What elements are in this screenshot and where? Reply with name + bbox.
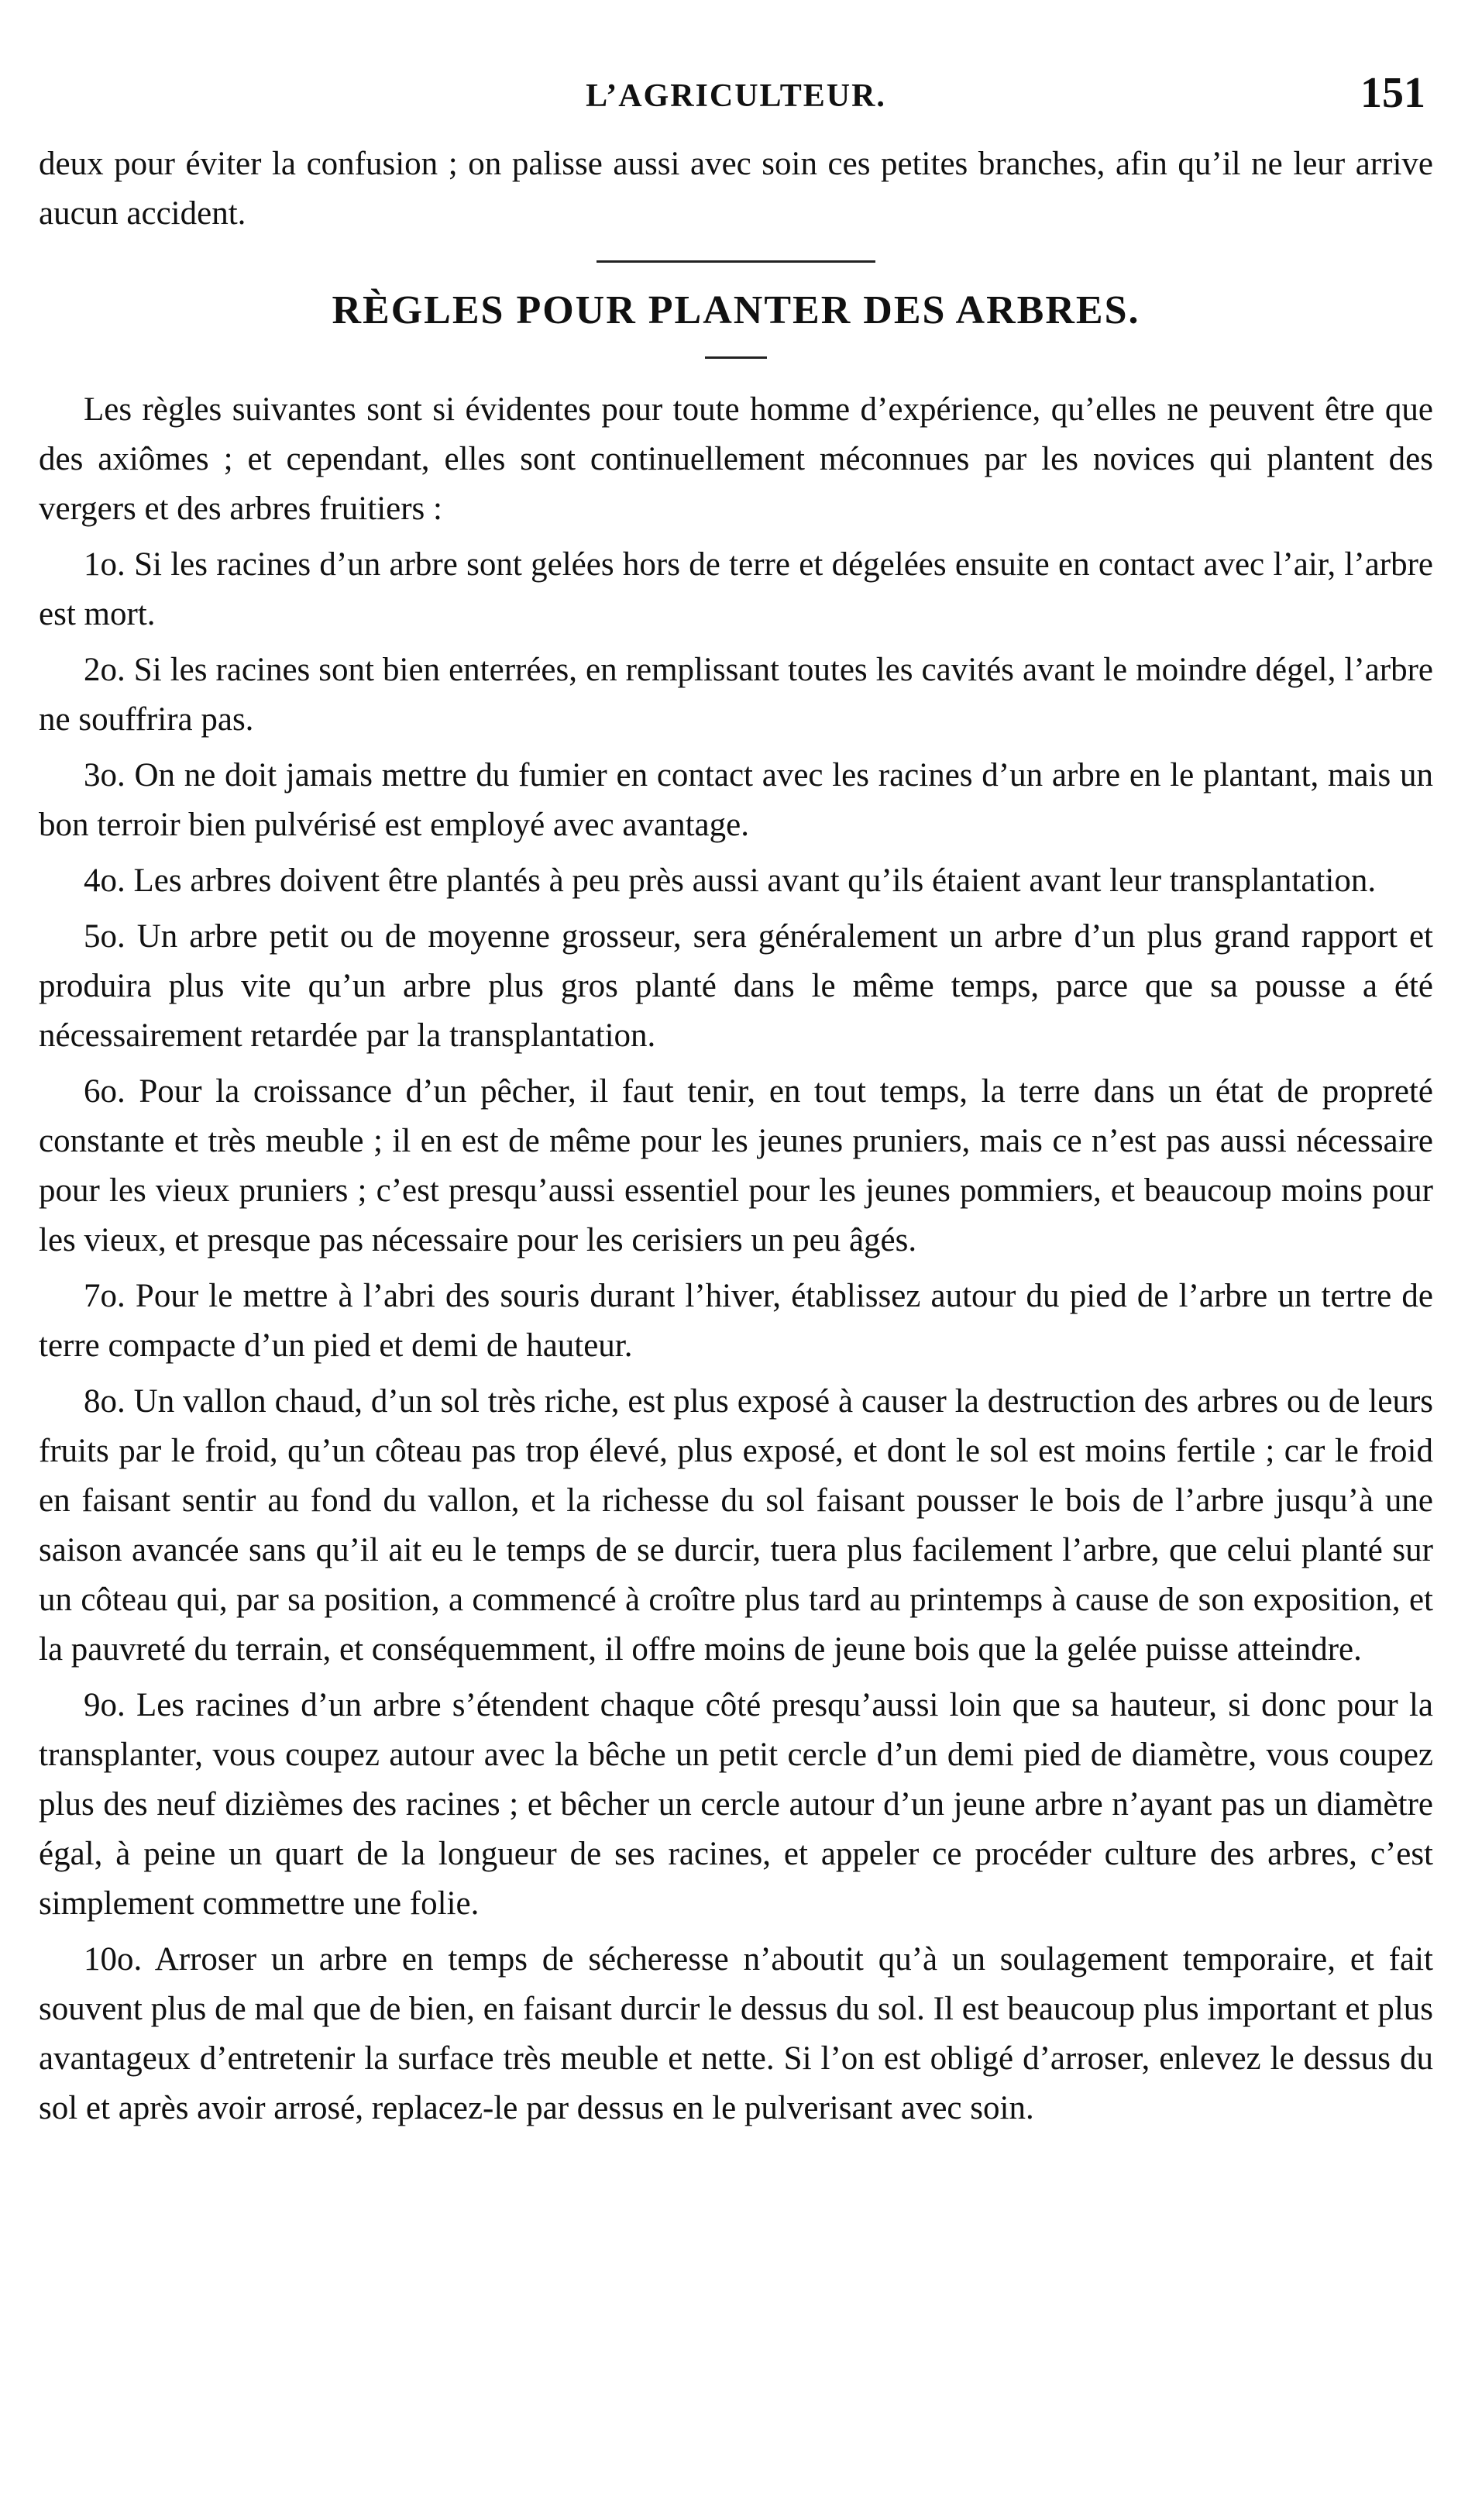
rule-item: 7o. Pour le mettre à l’abri des souris durant l’hiver, établissez autour du pied de l’arbre un tertre de terre compacte d’un pied et demi de hauteur. [39, 1278, 1433, 1364]
running-head [39, 62, 1433, 132]
rule-item: 6o. Pour la croissance d’un pêcher, il faut tenir, en tout temps, la terre dans un état de propreté constante et très meuble ; il en est de même pour les jeunes pruniers, mais ce n’est pas aussi nécessaire pour les vieux pruniers ; c’est presqu’aussi essentiel pour les jeunes pommiers, et beaucoup moins pour les vieux, et presque pas nécessaire pour les cerisiers un peu âgés. [39, 1073, 1433, 1258]
rule-item: 3o. On ne doit jamais mettre du fumier en contact avec les racines d’un arbre en le plantant, mais un bon terroir bien pulvérisé est employé avec avantage. [39, 757, 1433, 843]
page-number: 151 [1360, 69, 1425, 117]
running-title: L’AGRICULTEUR. [586, 78, 886, 114]
rule-item: 5o. Un arbre petit ou de moyenne grosseur, sera généralement un arbre d’un plus grand rapport et produira plus vite qu’un arbre plus gros planté dans le même temps, parce que sa pousse a été nécessairement retardée par la transplantation. [39, 918, 1433, 1054]
rule-item: 9o. Les racines d’un arbre s’étendent chaque côté presqu’aussi loin que sa hauteur, si donc pour la transplanter, vous coupez autour avec la bêche un petit cercle d’un demi pied de diamètre, vous coupez plus des neuf dizièmes des racines ; et bêcher un cercle autour d’un jeune arbre n’ayant pas un diamètre égal, à peine un quart de la longueur de ses racines, et appeler ce procéder culture des arbres, c’est simplement commettre une folie. [39, 1687, 1433, 1922]
continuation-paragraph: deux pour éviter la confusion ; on palisse aussi avec soin ces petites branches, afin qu’il ne leur arrive aucun accident. [39, 146, 1433, 232]
title-rule [705, 356, 767, 359]
rule-item: 1o. Si les racines d’un arbre sont gelées hors de terre et dégelées ensuite en contact avec l’air, l’arbre est mort. [39, 546, 1433, 632]
rule-item: 8o. Un vallon chaud, d’un sol très riche, est plus exposé à causer la destruction des arbres ou de leurs fruits par le froid, qu’un côteau pas trop élevé, plus exposé, et dont le sol est moins fertile ; car le froid en faisant sentir au fond du vallon, et la richesse du sol faisant pousser le bois de l’arbre jusqu’à une saison avancée sans qu’il ait eu le temps de se durcir, tuera plus facilement l’arbre, que celui planté sur un côteau qui, par sa position, a commencé à croître plus tard au printemps à cause de son exposition, et la pauvreté du terrain, et conséquemment, il offre moins de jeune bois que la gelée puisse atteindre. [39, 1383, 1433, 1668]
rules-list [39, 540, 1433, 2133]
book-page [39, 62, 1433, 2133]
section-title: RÈGLES POUR PLANTER DES ARBRES. [332, 288, 1140, 332]
rule-item: 10o. Arroser un arbre en temps de sécheresse n’aboutit qu’à un soulagement temporaire, et fait souvent plus de mal que de bien, en faisant durcir le dessus du sol. Il est beaucoup plus important et plus avantageux d’entretenir la surface très meuble et nette. Si l’on est obligé d’arroser, enlevez le dessus du sol et après avoir arrosé, replacez-le par dessus en le pulverisant avec soin. [39, 1941, 1433, 2126]
intro-paragraph: Les règles suivantes sont si évidentes pour toute homme d’expérience, qu’elles ne peuvent être que des axiômes ; et cependant, elles sont continuellement méconnues par les novices qui plantent des vergers et des arbres fruitiers : [39, 391, 1433, 527]
section-separator [597, 260, 875, 263]
rule-item: 2o. Si les racines sont bien enterrées, en remplissant toutes les cavités avant le moindre dégel, l’arbre ne souffrira pas. [39, 652, 1433, 738]
rule-item: 4o. Les arbres doivent être plantés à peu près aussi avant qu’ils étaient avant leur transplantation. [84, 862, 1377, 899]
